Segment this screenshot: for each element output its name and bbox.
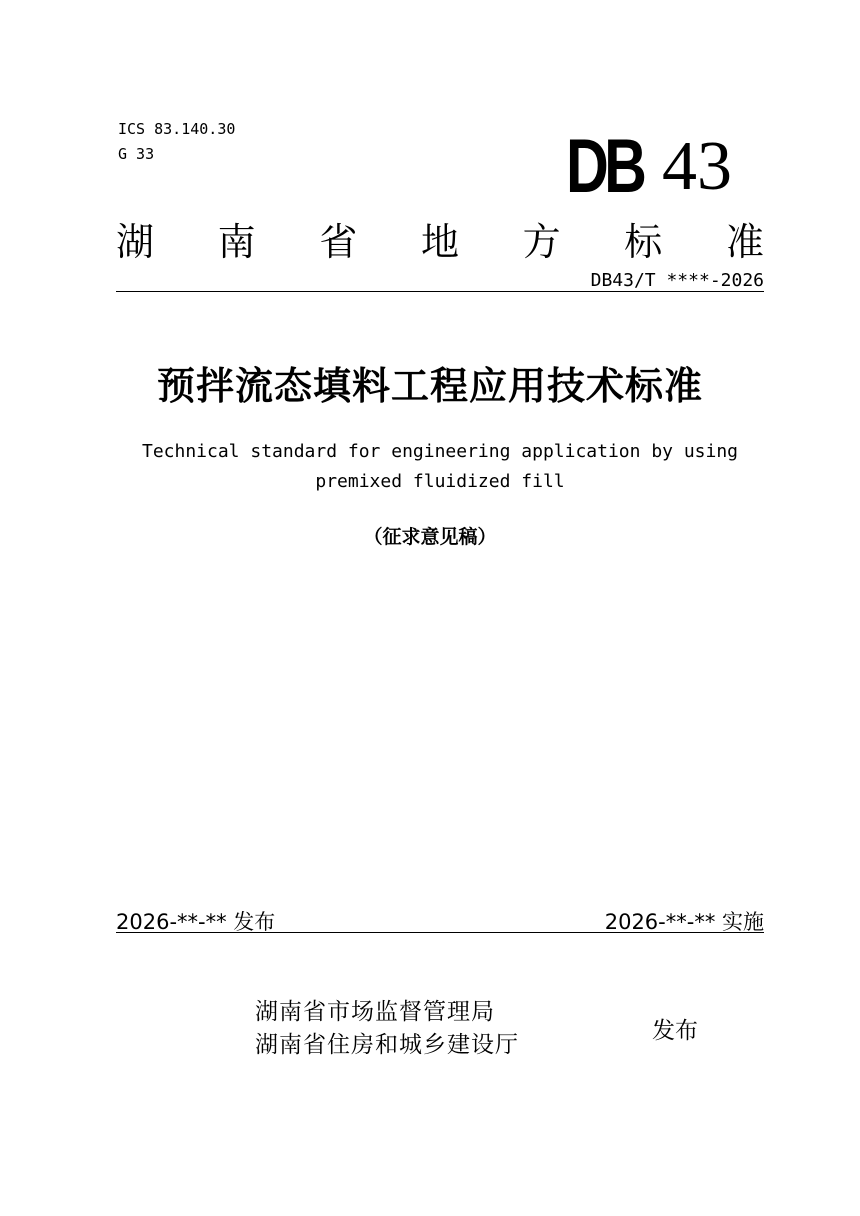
standard-number: DB43/T ****-2026 [590,270,764,291]
db-logo [566,124,732,209]
document-title: 预拌流态填料工程应用技术标准 [156,364,703,408]
standard-type-char: 地 [420,220,459,264]
english-title-line: Technical standard for engineering application by using [141,441,739,462]
standard-type-char: 标 [624,220,663,264]
standard-type [116,218,764,266]
implement-date: 2026-**-** 实施 [604,910,764,934]
ics-code: ICS 83.140.30 [118,120,236,138]
issuers [255,996,519,1062]
english-title [110,437,770,497]
db-logo-mark: DB [566,124,643,209]
issue-label: 发布 [652,1018,698,1044]
ccs-code: G 33 [118,145,155,163]
publish-date: 2026-**-** 发布 [116,910,276,934]
standard-type-char: 南 [217,220,256,264]
bottom-divider [116,932,764,933]
standard-type-char: 省 [319,220,358,264]
standard-type-char: 方 [522,220,561,264]
issuer-name: 湖南省市场监督管理局 [255,999,495,1025]
top-divider [116,291,764,292]
english-title-line: premixed fluidized fill [315,471,565,492]
standard-type-char: 准 [725,220,764,264]
db-logo-number: 43 [662,128,732,205]
standard-type-char: 湖 [116,220,155,264]
issuer-name: 湖南省住房和城乡建设厅 [255,1032,519,1058]
draft-label: （征求意见稿） [363,526,497,548]
